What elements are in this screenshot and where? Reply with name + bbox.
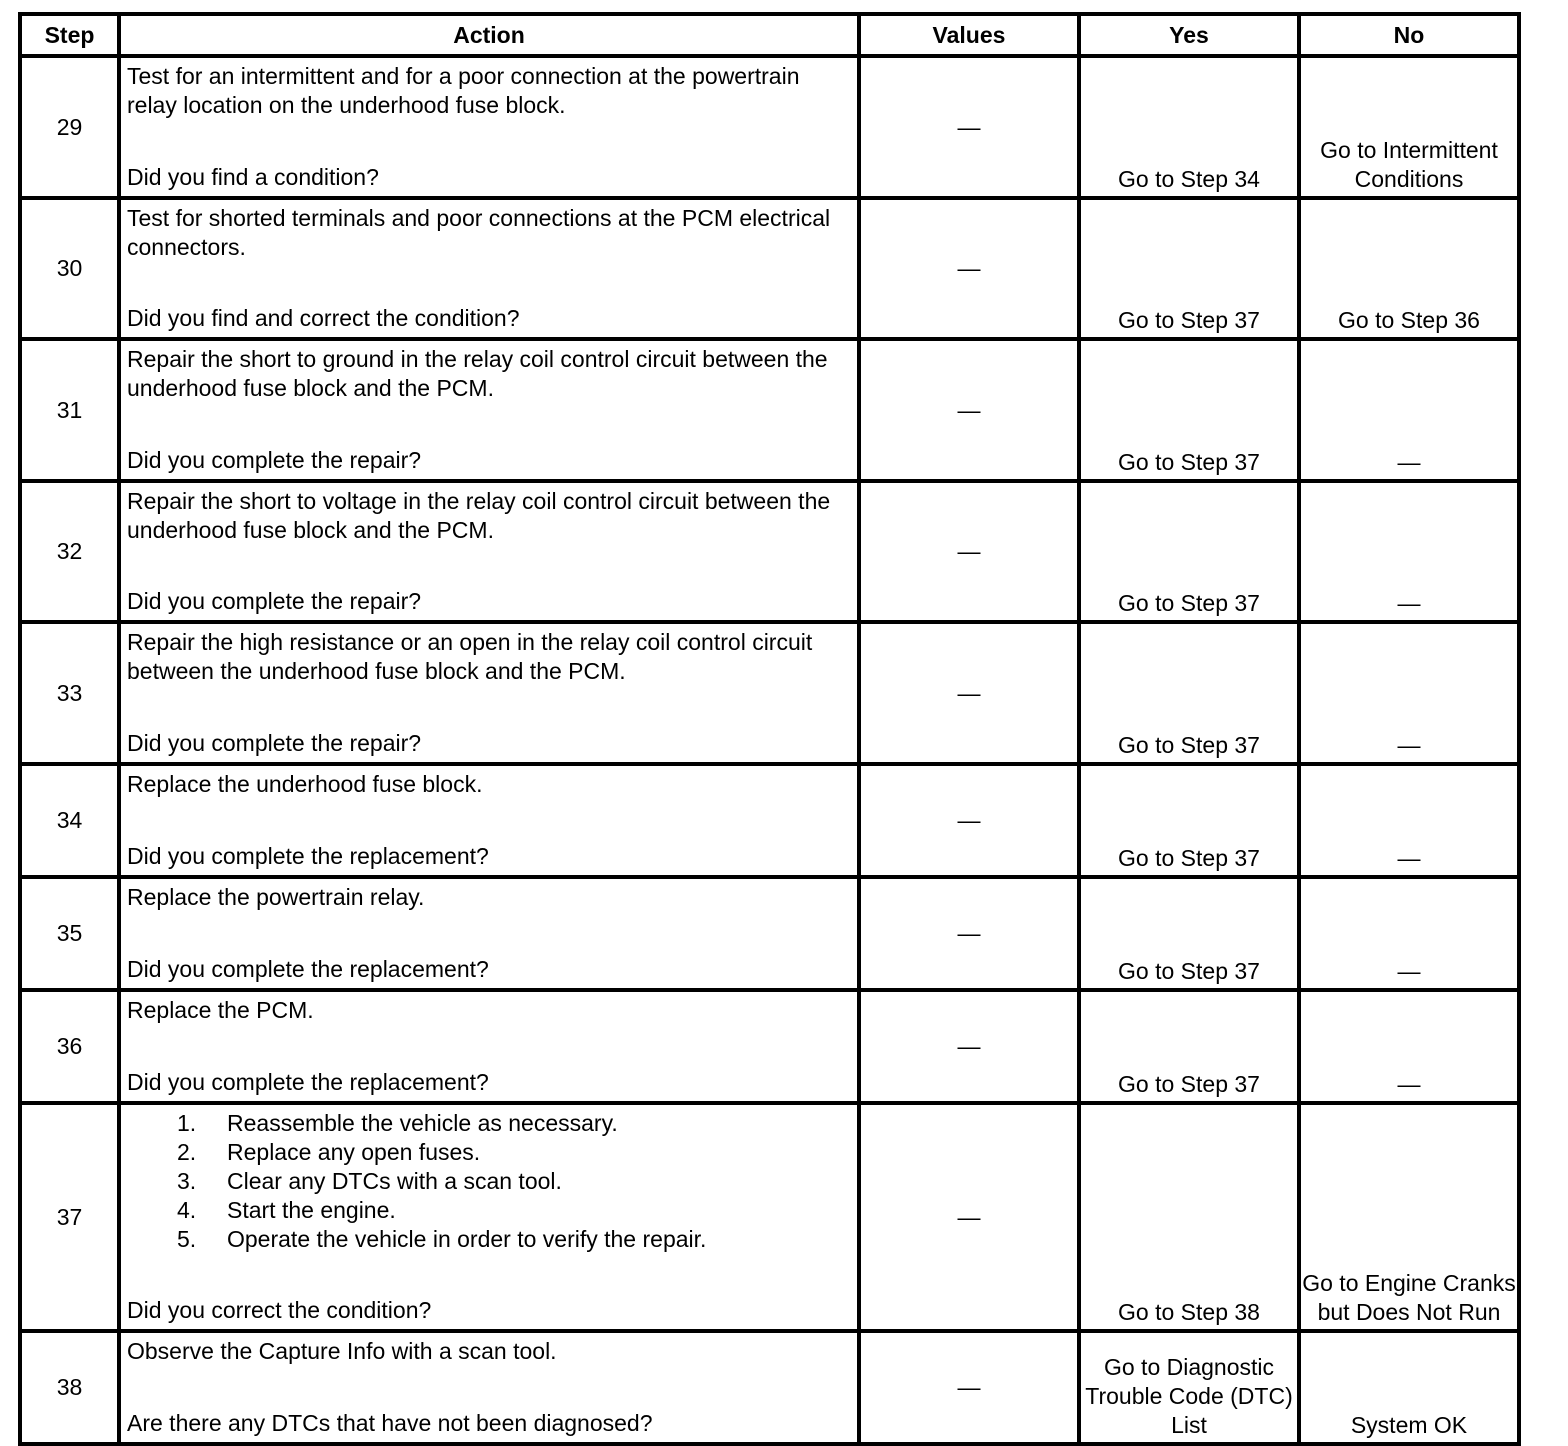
yes-cell: Go to Step 34 [1079,56,1299,198]
values-cell: — [859,339,1079,481]
yes-cell: Go to Step 37 [1079,764,1299,877]
values-cell: — [859,1103,1079,1331]
no-cell: — [1299,339,1519,481]
no-cell: Go to Intermittent Conditions [1299,56,1519,198]
step-number: 33 [20,622,119,764]
no-cell: — [1299,877,1519,990]
values-cell: — [859,1331,1079,1444]
action-prompt: Did you find and correct the condition? [127,305,520,331]
step-number: 38 [20,1331,119,1444]
action-prompt: Did you complete the repair? [127,447,422,473]
action-prompt: Did you correct the condition? [127,1297,432,1323]
yes-cell: Go to Step 37 [1079,990,1299,1103]
yes-cell: Go to Step 38 [1079,1103,1299,1331]
step-number: 29 [20,56,119,198]
values-cell: — [859,481,1079,622]
action-text: Repair the short to voltage in the relay coil control circuit between the underhood fuse block and the PCM. [127,488,831,543]
action-prompt: Did you complete the repair? [127,588,422,614]
header-yes: Yes [1079,14,1299,56]
list-item-text: Replace any open fuses. [227,1139,481,1165]
action-text: Replace the powertrain relay. [127,884,425,910]
action-cell [119,877,859,990]
diagnostic-table [18,12,1521,1446]
table-row [20,1103,1519,1331]
action-prompt: Are there any DTCs that have not been diagnosed? [127,1410,653,1436]
no-cell: — [1299,990,1519,1103]
action-cell [119,56,859,198]
action-cell [119,1331,859,1444]
step-number: 36 [20,990,119,1103]
yes-cell: Go to Diagnostic Trouble Code (DTC) List [1079,1331,1299,1444]
yes-cell: Go to Step 37 [1079,622,1299,764]
yes-cell: Go to Step 37 [1079,481,1299,622]
action-text: Observe the Capture Info with a scan tool. [127,1338,557,1364]
step-number: 30 [20,198,119,339]
no-cell: Go to Step 36 [1299,198,1519,339]
values-cell: — [859,622,1079,764]
table-row [20,1331,1519,1444]
action-cell [119,1103,859,1331]
action-prompt: Did you find a condition? [127,164,379,190]
action-prompt: Did you complete the repair? [127,730,422,756]
list-item-number: 1. [177,1110,197,1136]
step-number: 35 [20,877,119,990]
table-row [20,198,1519,339]
list-item-text: Clear any DTCs with a scan tool. [227,1168,562,1194]
table-row [20,481,1519,622]
action-cell [119,198,859,339]
list-item [177,1167,851,1196]
table-row [20,990,1519,1103]
step-number: 31 [20,339,119,481]
no-cell: — [1299,764,1519,877]
action-text: Repair the high resistance or an open in the relay coil control circuit between the underhood fuse block and the PCM. [127,629,813,684]
values-cell: — [859,877,1079,990]
list-item-text: Reassemble the vehicle as necessary. [227,1110,618,1136]
table-row [20,339,1519,481]
table-row [20,622,1519,764]
action-cell [119,622,859,764]
step-number: 34 [20,764,119,877]
list-item [177,1196,851,1225]
table-row [20,56,1519,198]
action-text: Replace the underhood fuse block. [127,771,483,797]
list-item-text: Operate the vehicle in order to verify the repair. [227,1226,707,1252]
no-cell: Go to Engine Cranks but Does Not Run [1299,1103,1519,1331]
action-text: Replace the PCM. [127,997,314,1023]
values-cell: — [859,764,1079,877]
action-cell [119,339,859,481]
list-item-number: 5. [177,1226,197,1252]
header-step: Step [20,14,119,56]
values-cell: — [859,990,1079,1103]
header-values: Values [859,14,1079,56]
list-item [177,1138,851,1167]
list-item-number: 4. [177,1197,197,1223]
list-item-text: Start the engine. [227,1197,396,1223]
values-cell: — [859,198,1079,339]
action-cell [119,990,859,1103]
list-item [177,1225,851,1254]
header-no: No [1299,14,1519,56]
header-row [20,14,1519,56]
step-number: 32 [20,481,119,622]
list-item [177,1109,851,1138]
step-number: 37 [20,1103,119,1331]
no-cell: — [1299,481,1519,622]
action-prompt: Did you complete the replacement? [127,1069,489,1095]
table-row [20,877,1519,990]
yes-cell: Go to Step 37 [1079,339,1299,481]
action-cell [119,764,859,877]
action-cell [119,481,859,622]
values-cell: — [859,56,1079,198]
table-row [20,764,1519,877]
no-cell: System OK [1299,1331,1519,1444]
list-item-number: 2. [177,1139,197,1165]
yes-cell: Go to Step 37 [1079,198,1299,339]
action-text: Test for an intermittent and for a poor connection at the powertrain relay location on the underhood fuse block. [127,63,800,118]
action-prompt: Did you complete the replacement? [127,956,489,982]
list-item-number: 3. [177,1168,197,1194]
yes-cell: Go to Step 37 [1079,877,1299,990]
header-action: Action [119,14,859,56]
action-text: Repair the short to ground in the relay coil control circuit between the underhood fuse block and the PCM. [127,346,828,401]
procedure-list [127,1109,851,1254]
action-prompt: Did you complete the replacement? [127,843,489,869]
no-cell: — [1299,622,1519,764]
action-text: Test for shorted terminals and poor connections at the PCM electrical connectors. [127,205,831,260]
